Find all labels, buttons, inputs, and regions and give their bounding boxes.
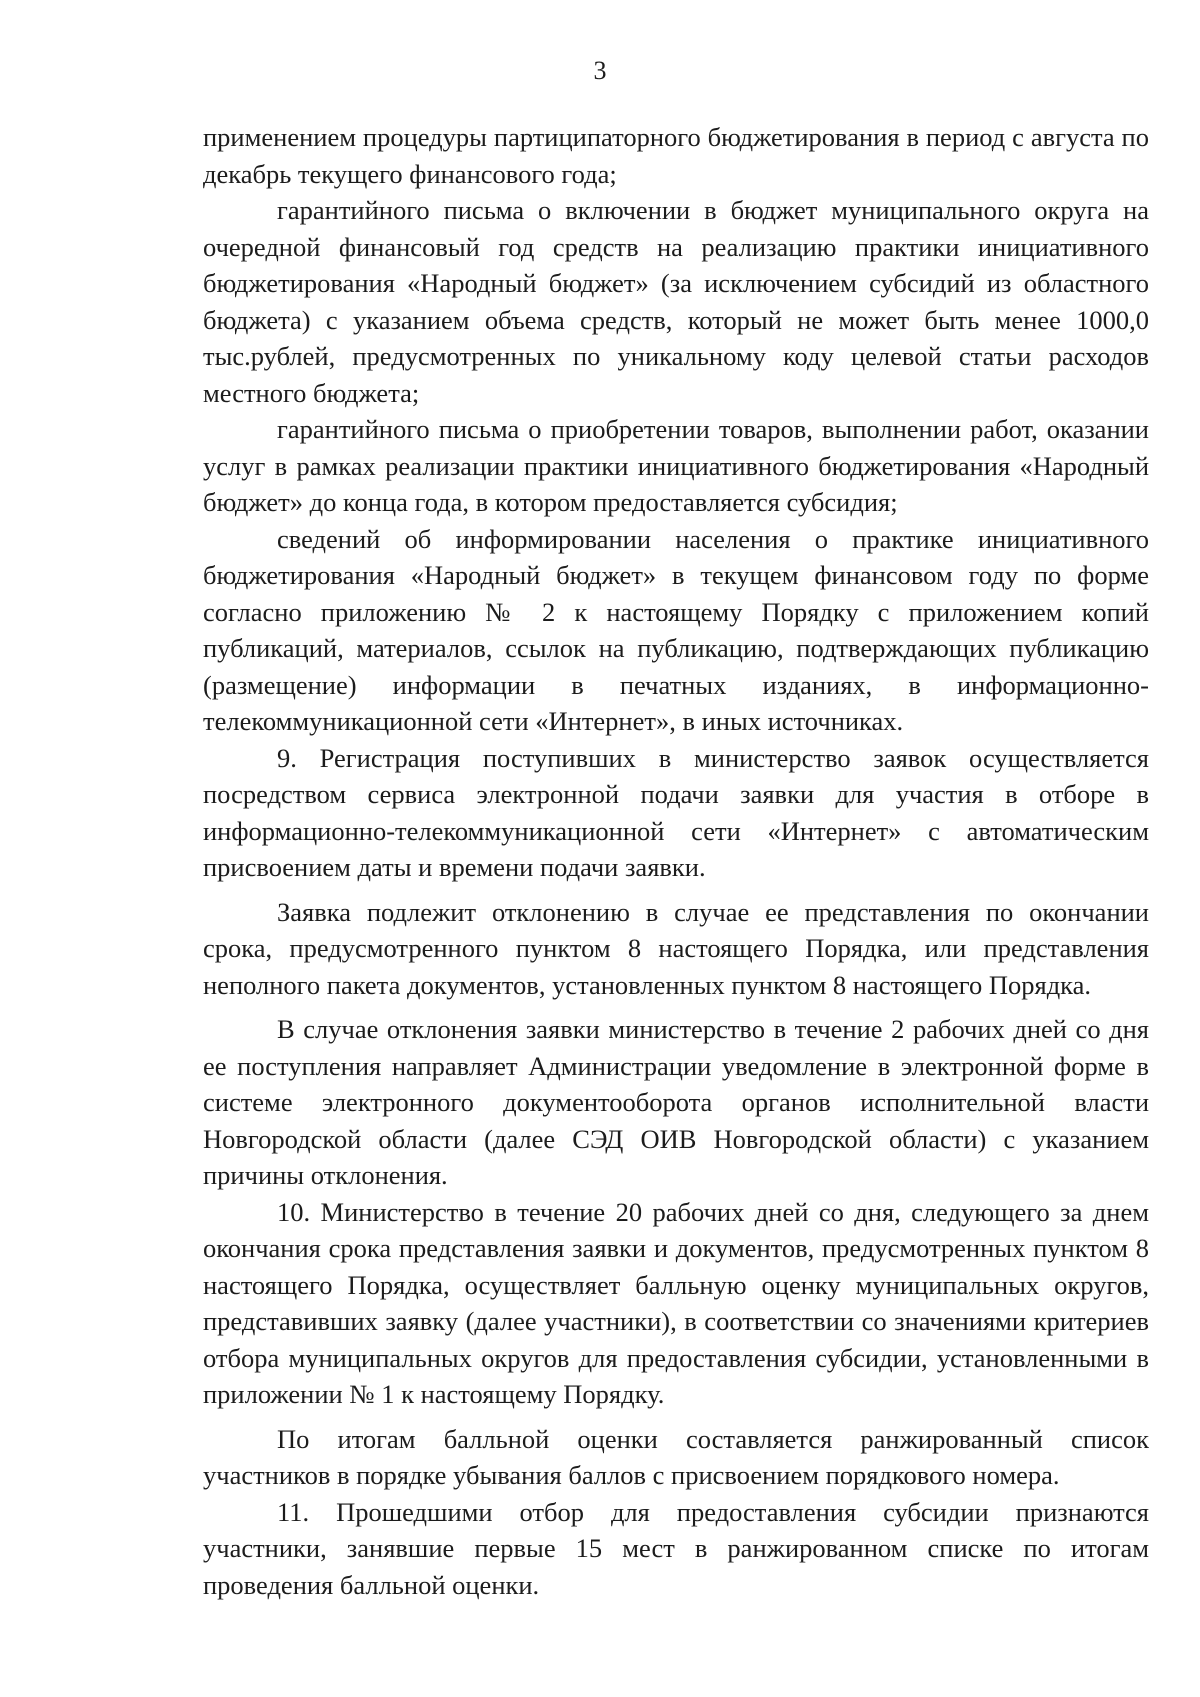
- paragraph-budget-guarantee-letter: гарантийного письма о включении в бюджет муниципального округа на очередной финансовый год средств на реализацию практики инициативного бюджетирования «Народный бюджет» (за исключением субсидий из областного бюджета) с указанием объема средств, который не может быть менее 1000,0 тыс.рублей, предусмотренных по уникальному коду целевой статьи расходов местного бюджета;: [203, 195, 1149, 408]
- document-body: [203, 119, 1149, 1603]
- paragraph-ranked-list: По итогам балльной оценки составляется ранжированный список участников в порядке убывания баллов с присвоением порядкового номера.: [203, 1423, 1149, 1490]
- page-number: 3: [593, 56, 607, 85]
- paragraph-application-rejection: Заявка подлежит отклонению в случае ее представления по окончании срока, предусмотренного пунктом 8 настоящего Порядка, или представления неполного пакета документов, установленных пунктом 8 настоящего Порядка.: [203, 896, 1149, 1000]
- paragraph-population-information: сведений об информировании населения о практике инициативного бюджетирования «Народный бюджет» в текущем финансовом году по форме согласно приложению № 2 к настоящему Порядку с приложением копий публикаций, материалов, ссылок на публикацию, подтверждающих публикацию (размещение) информации в печатных изданиях, в информационно-телекоммуникационной сети «Интернет», в иных источниках.: [203, 523, 1149, 736]
- paragraph-procedure-continuation: применением процедуры партиципаторного бюджетирования в период с августа по декабрь текущего финансового года;: [203, 122, 1149, 189]
- paragraph-rejection-notification: В случае отклонения заявки министерство в течение 2 рабочих дней со дня ее поступления направляет Администрации уведомление в электронной форме в системе электронного документооборота органов исполнительной власти Новгородской области (далее СЭД ОИВ Новгородской области) с указанием причины отклонения.: [203, 1014, 1149, 1190]
- paragraph-item-11-selection: 11. Прошедшими отбор для предоставления субсидии признаются участники, занявшие первые 15 мест в ранжированном списке по итогам проведения балльной оценки.: [203, 1496, 1149, 1600]
- paragraph-goods-guarantee-letter: гарантийного письма о приобретении товаров, выполнении работ, оказании услуг в рамках реализации практики инициативного бюджетирования «Народный бюджет» до конца года, в котором предоставляется субсидия;: [203, 414, 1149, 517]
- paragraph-item-10-scoring: 10. Министерство в течение 20 рабочих дней со дня, следующего за днем окончания срока представления заявки и документов, предусмотренных пунктом 8 настоящего Порядка, осуществляет балльную оценку муниципальных округов, представивших заявку (далее участники), в соответствии со значениями критериев отбора муниципальных округов для предоставления субсидии, установленными в приложении № 1 к настоящему Порядку.: [203, 1196, 1149, 1409]
- paragraph-item-9-registration: 9. Регистрация поступивших в министерство заявок осуществляется посредством сервиса электронной подачи заявки для участия в отборе в информационно-телекоммуникационной сети «Интернет» с автоматическим присвоением даты и времени подачи заявки.: [203, 742, 1149, 882]
